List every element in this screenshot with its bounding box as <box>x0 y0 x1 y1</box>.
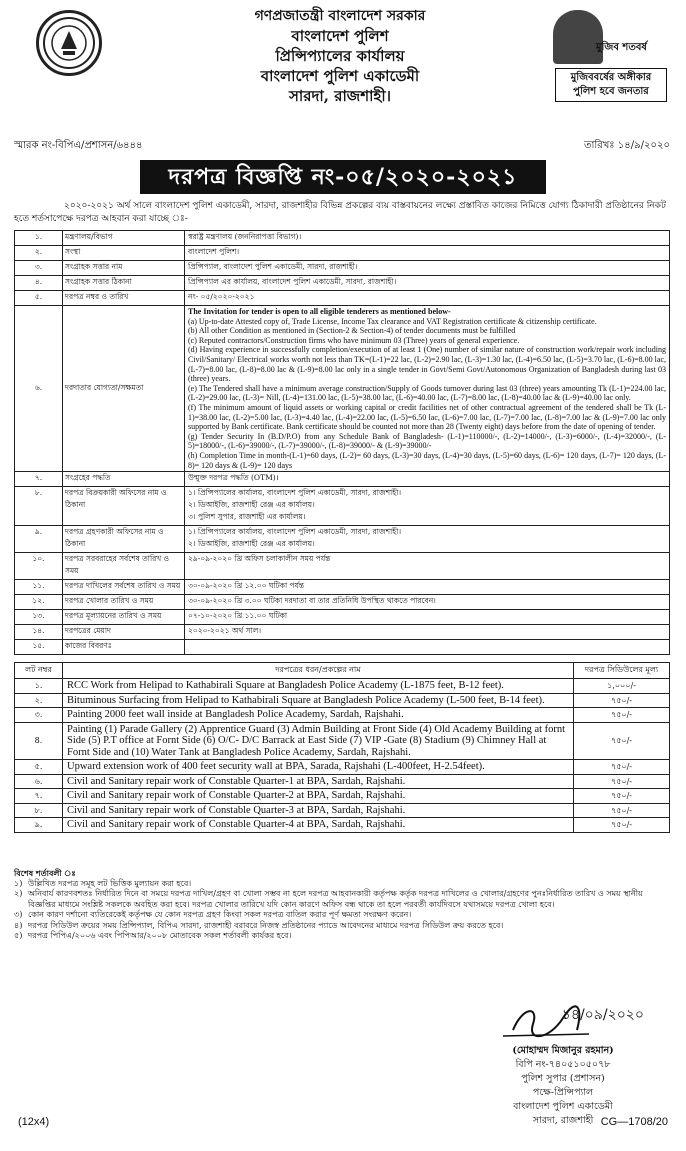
condition-item <box>14 889 670 910</box>
row-number: ২. <box>15 246 63 261</box>
conditions-title: বিশেষ শর্তাবলী ঃ <box>14 868 76 878</box>
eligibility-item: (d) Having experience in successfully completion/execution of at least 1 (One) number of similar nature of construction work/repair work including Civil/Sanitary/ Electrical works worth not less than TK=(L-1)=22 lac, (L-2)=2.90 lac, (L-3)=1.30 lac, (L-4)=6.50 lac, (L-5)=3.70 lac, (L-6)=8.00 lac, (L-7)=8.00 lac, (L-8)=8.00 lac & (L-9)=8.00 lac only in a single tender in Govt/Semi Govt/Autonomous Organization of Bangladesh during last 03 (three) years. <box>188 345 666 384</box>
work-row <box>15 818 670 833</box>
work-name: Painting 2000 feet wall inside at Bangladesh Police Academy, Sardah, Rajshahi. <box>63 708 574 723</box>
lot-number: ১. <box>15 679 63 694</box>
row-value: বাংলাদেশ পুলিশ। <box>185 246 670 261</box>
signatory-behalf: পক্ষে-প্রিন্সিপ্যাল <box>532 1087 594 1098</box>
lot-number: 8. <box>15 722 63 760</box>
eligibility-text <box>185 306 670 472</box>
condition-number: ৩) <box>14 910 23 919</box>
eligibility-item: (c) Reputed contractors/Construction firms who have minimum 03 (Three) years of general experience. <box>188 335 520 345</box>
signatory-name: (মোহাম্মদ মিজানুর রহমান) <box>512 1045 614 1056</box>
row-label: সংগ্রাহক সত্তার নাম <box>63 261 185 276</box>
eligibility-heading: The Invitation for tender is open to all eligible tenderers as mentioned below- <box>188 307 451 316</box>
work-name: Civil and Sanitary repair work of Constable Quarter-2 at BPA, Sardah, Rajshahi. <box>63 789 574 804</box>
lot-number: ৫. <box>15 760 63 775</box>
work-row <box>15 708 670 723</box>
row-label: দরপত্রের মেয়াদ <box>63 625 185 640</box>
footer-size: (12x4) <box>18 1116 50 1128</box>
condition-item <box>14 931 670 942</box>
row-value: ২৯-০৯-২০২০ খ্রি অফিস চলাকালীন সময় পর্যন্ত <box>185 553 670 580</box>
row-value: ৩০-০৯-২০২০ খ্রি ৩.০০ ঘটিকা দরদাতা বা তার প্রতিনিধি উপস্থিত থাকতে পারবেন। <box>185 595 670 610</box>
signatory-place: সারদা, রাজশাহী <box>532 1115 594 1126</box>
work-name: Painting (1) Parade Gallery (2) Apprentice Guard (3) Admin Building at Front Side (4) Old Academy Building at fornt Side (5) P.T office at Fornt Side (6) O/C- D/C Barrack at East Side (7) VIP -Gate (8) Stadium (9) Chimney Hall at Fornt Side and (10) Water Tank at Bangladesh Police Academy, Sardah, Rajshahi. <box>63 722 574 760</box>
info-row <box>15 640 670 655</box>
work-row <box>15 760 670 775</box>
lot-number: ৩. <box>15 708 63 723</box>
lot-number: ৮. <box>15 803 63 818</box>
notice-title: দরপত্র বিজ্ঞপ্তি নং-০৫/২০২০-২০২১ <box>140 160 546 194</box>
row-label: দরপত্র নম্বর ও তারিখ <box>63 291 185 306</box>
slogan-line-1: মুজিববর্ষের অঙ্গীকার <box>570 72 652 83</box>
eligibility-item: (f) The minimum amount of liquid assets or working capital or credit facilities net of other contractual agreement of the tendered shall be Tk (L-1)=38.00 lac, (L-2)=5.00 lac, (L-3)=4.40 lac, (L-4)=22.00 lac, (L-5)=6.50 lac, (L-6)=7.00 lac, (L-7)=7.00 lac, (L-8)=7.00 lac & (L-9)=7.00 lac only supported by Bank certificate. Bank certificate should be counted not more than 28 (Twenty eight) days before from the date of opening of tender. <box>188 402 666 432</box>
row-number: ৩. <box>15 261 63 276</box>
condition-text: কোন কারণ দর্শানো ব্যতিরেকেই কর্তৃপক্ষ যে কোন দরপত্র গ্রহণ কিংবা সকল দরপত্র বাতিল করার পূর্ণ ক্ষমতা সংরক্ষণ করেন। <box>28 910 412 919</box>
condition-number: ১) <box>14 878 23 888</box>
signatory-bp: বিপি নং-৭৪০৫১০৫০৭৮ <box>515 1059 611 1070</box>
row-value: ২০২০-২০২১ অর্থ সাল। <box>185 625 670 640</box>
office-name: প্রিন্সিপ্যালের কার্যালয় <box>275 47 405 65</box>
row-value: নং- ০৫/২০২০-২০২১ <box>185 291 670 306</box>
row-label: দরপত্র মূল্যায়নের তারিখ ও সময় <box>63 610 185 625</box>
police-emblem-logo <box>36 10 102 76</box>
condition-number: ৫) <box>14 931 23 940</box>
row-value: ১। প্রিন্সিপ্যালের কার্যালয়, বাংলাদেশ পুলিশ একাডেমী, সারদা, রাজশাহী। ২। ডিআইজি, রাজশাহী রেঞ্জ এর কার্যালয়। ৩। পুলিশ সুপার, রাজশাহী এর কার্যালয়। <box>185 487 670 526</box>
condition-text: উল্লিখিত দরপত্র সমূহ লট ভিত্তিক মুল্যায়ন করা হবে। <box>28 878 192 888</box>
row-number: ৭. <box>15 472 63 487</box>
slogan-box <box>555 68 667 102</box>
info-row <box>15 291 670 306</box>
info-row <box>15 261 670 276</box>
letterhead <box>0 0 686 130</box>
row-label: দরদাতার যোগ্যতা/সক্ষমতা <box>63 306 185 472</box>
row-number: ৪. <box>15 276 63 291</box>
signatory-org: বাংলাদেশ পুলিশ একাডেমী <box>513 1101 613 1112</box>
info-row <box>15 276 670 291</box>
row-label: মন্ত্রণালয়/বিভাগ <box>63 231 185 246</box>
letterhead-text <box>190 6 490 106</box>
eligibility-item: (g) Tender Security In (B.D/P.O) from any Schedule Bank of Bangladesh- (L-1)=110000/-, (L-2)=14000/-, (L-3)=6000/-, (L-4)=32000/-, (L-5)=18000/-, (L-6)=39000/-, (L-7)=39000/-, (L-8)=39000/- & (L-9)=39000/- <box>188 431 666 451</box>
row-number: ১৫. <box>15 640 63 655</box>
schedule-price: ৭৫০/- <box>574 789 670 804</box>
emblem-icon <box>41 15 97 71</box>
row-value: উন্মুক্ত দরপত্র পদ্ধতি (OTM)। <box>185 472 670 487</box>
lot-number: ৬. <box>15 774 63 789</box>
eligibility-item: (e) The Tendered shall have a minimum average construction/Supply of Goods turnover during last 03 (three) years amounting Tk (L-1)=224.00 lac, (L-2)=29.00 lac, (L-3)= Nill, (L-4)=131.00 lac, (L-5)=38.00 lac, (L-6)=40.00 lac, (L-7)=8.00 lac, (L-8)=40.00 lac & (L-9)=40.00 lac only. <box>188 383 666 403</box>
work-row <box>15 722 670 760</box>
condition-number: ২) <box>14 889 23 898</box>
work-row <box>15 789 670 804</box>
row-number: ৮. <box>15 487 63 526</box>
row-value: প্রিন্সিপ্যাল, বাংলাদেশ পুলিশ একাডেমী, সারদা, রাজশাহী। <box>185 261 670 276</box>
footer-code: CG—1708/20 <box>600 1116 668 1128</box>
info-row <box>15 246 670 261</box>
row-label: দরপত্র বিক্রয়কারী অফিসের নাম ও ঠিকানা <box>63 487 185 526</box>
condition-item <box>14 879 670 890</box>
condition-number: ৪) <box>14 920 23 930</box>
condition-item <box>14 921 670 932</box>
lot-number: ৯. <box>15 818 63 833</box>
row-number: ১. <box>15 231 63 246</box>
condition-text: অনিবার্য কারণবশতঃ নির্ধারিত দিনে বা সময়ে দরপত্র দাখিল/গ্রহণ বা খোলা সম্ভব না হলে দরপত্র আহবানকারী কর্তৃপক্ষ কর্তৃক দরপত্র দাখিলের ও খোলার/গ্রহণের পুনঃনির্ধারিত তারিখ ও সময় স্থানীয় বিজ্ঞপ্তির মাধ্যমে সংশ্লিষ্ট সকলকে অবহিত করা হবে। দরপত্র খোলার তারিখে যদি কোন কারণে অফিস বন্ধ থাকে তা হলে পরবর্তী কার্যদিবসে যথাসময়ে দরপত্র খোলা হবে। <box>28 889 643 909</box>
signature-mark <box>478 1000 648 1044</box>
col-schedule-price: দরপত্র সিডিউলের মূল্য <box>574 663 670 679</box>
schedule-price: ৭৫০/- <box>574 693 670 708</box>
row-label: দরপত্র গ্রহণকারী অফিসের নাম ও ঠিকানা <box>63 526 185 553</box>
row-label: সংগ্রাহক সত্তার ঠিকানা <box>63 276 185 291</box>
schedule-price: ৭৫০/- <box>574 708 670 723</box>
schedule-price: ৭৫০/- <box>574 774 670 789</box>
row-number: ১১. <box>15 580 63 595</box>
location: সারদা, রাজশাহী। <box>289 87 391 105</box>
row-value: স্বরাষ্ট্র মন্ত্রণালয় (জননিরাপত্তা বিভাগ)। <box>185 231 670 246</box>
schedule-price: ৭৫০/- <box>574 722 670 760</box>
work-name: Civil and Sanitary repair work of Constable Quarter-4 at BPA, Sardah, Rajshahi. <box>63 818 574 833</box>
eligibility-row <box>15 306 670 472</box>
work-row <box>15 693 670 708</box>
info-row <box>15 487 670 526</box>
info-row <box>15 526 670 553</box>
intro-paragraph: ২০২০-২০২১ অর্থ সালে বাংলাদেশ পুলিশ একাডেমী, সারদা, রাজশাহীর বিভিন্ন প্রকল্পের ব্যয় বাস্তবায়নের লক্ষ্যে প্রস্তাবিত কাজের নিমিত্তে যোগ্য ঠিকাদারী প্রতিষ্ঠানের নিকট হতে শর্তসাপেক্ষে দরপত্র আহবান করা যাচ্ছে ঃ- <box>14 201 666 224</box>
work-name: Civil and Sanitary repair work of Constable Quarter-3 at BPA, Sardah, Rajshahi. <box>63 803 574 818</box>
col-lot-number: লট নম্বর <box>15 663 63 679</box>
work-name: Civil and Sanitary repair work of Constable Quarter-1 at BPA, Sardah, Rajshahi. <box>63 774 574 789</box>
eligibility-item: (b) All other Condition as mentioned in (Section-2 & Section-4) of tender documents must be fulfilled <box>188 326 516 336</box>
special-conditions <box>14 868 670 942</box>
row-label: দরপত্র সরবরাহের সর্বশেষ তারিখ ও সময় <box>63 553 185 580</box>
eligibility-item: (h) Completion Time in month-(L-1)=60 days, (L-2)= 60 days, (L-3)=30 days, (L-4)=30 days, (L-5)=60 days, (L-6)= 120 days, (L-7)= 120 days, (L-8)= 120 days & (L-9)= 120 days <box>188 450 666 470</box>
row-value <box>185 640 670 655</box>
info-row <box>15 231 670 246</box>
row-number: ৯. <box>15 526 63 553</box>
print-footer <box>18 1116 668 1128</box>
signature-block <box>478 1000 648 1128</box>
schedule-price: ৭৫০/- <box>574 760 670 775</box>
dept-name: বাংলাদেশ পুলিশ <box>291 27 389 45</box>
work-name: Bituminous Surfacing from Helipad to Kathabirali Square at Bangladesh Police Academy (L-500 feet, B-14 feet). <box>63 693 574 708</box>
work-name: RCC Work from Helipad to Kathabirali Square at Bangladesh Police Academy (L-1875 feet, B-12 feet). <box>63 679 574 694</box>
row-label: দরপত্র দাখিলের সর্বশেষ তারিখ ও সময় <box>63 580 185 595</box>
row-label: সংস্থা <box>63 246 185 261</box>
condition-text: দরপত্র পিপিএ/২০০৬ এবং পিপিআর/২০০৮ মোতাবেক সকল শর্তাবলী কার্যকর হবে। <box>28 931 292 940</box>
academy-name: বাংলাদেশ পুলিশ একাডেমী <box>260 67 420 85</box>
row-value: প্রিন্সিপ্যাল এর কার্যালয়, বাংলাদেশ পুলিশ একাডেমী, সারদা, রাজশাহী। <box>185 276 670 291</box>
row-number: ১৩. <box>15 610 63 625</box>
schedule-price: ৭৫০/- <box>574 818 670 833</box>
row-value: ১। প্রিন্সিপ্যালের কার্যালয়, বাংলাদেশ পুলিশ একাডেমী, সারদা, রাজশাহী। ২। ডিআইজি, রাজশাহী রেঞ্জ এর কার্যালয়। <box>185 526 670 553</box>
info-row <box>15 625 670 640</box>
row-number: ৫. <box>15 291 63 306</box>
row-number: ৬. <box>15 306 63 472</box>
memo-ref: স্মারক নং-বিপিএ/প্রশাসন/৬৪৪৪ <box>14 140 143 151</box>
memo-line <box>14 138 670 155</box>
col-work-name: দরপত্রের ধরন/প্রকল্পের নাম <box>63 663 574 679</box>
row-label: কাজের বিবরণঃ <box>63 640 185 655</box>
info-row <box>15 595 670 610</box>
schedule-price: ৭৫০/- <box>574 803 670 818</box>
condition-text: দরপত্র সিডিউল ক্রয়ের সময় প্রিন্সিপ্যাল, বিপিএ সারদা, রাজশাহী বরাবরে নিজস্ব প্রতিষ্ঠানের প্যাডে আবেদনের মাধ্যমে দরপত্র সিডিউল ক্রয় করতে হবে। <box>28 920 504 930</box>
memo-date: তারিখঃ ১৪/৯/২০২০ <box>583 140 670 151</box>
work-row <box>15 774 670 789</box>
info-row <box>15 610 670 625</box>
signature-date: ১৪/০৯/২০২০ <box>561 1007 644 1023</box>
tender-info-table <box>14 230 670 655</box>
schedule-price: ১,০০০/- <box>574 679 670 694</box>
work-row <box>15 679 670 694</box>
lot-number: ৭. <box>15 789 63 804</box>
row-label: সংগ্রহের পদ্ধতি <box>63 472 185 487</box>
eligibility-item: (a) Up-to-date Attested copy of, Trade License, Income Tax clearance and VAT Registration certificate & citizenship certificate. <box>188 316 597 326</box>
work-row <box>15 803 670 818</box>
row-number: ১০. <box>15 553 63 580</box>
condition-item <box>14 910 670 921</box>
slogan-line-2: পুলিশ হবে জনতার <box>573 86 649 97</box>
row-value: ৩০-০৯-২০২০ খ্রি ১২.০০ ঘটিকা পর্যন্ত <box>185 580 670 595</box>
row-number: ১৪. <box>15 625 63 640</box>
row-label: দরপত্র খোলার তারিখ ও সময় <box>63 595 185 610</box>
works-table <box>14 662 670 833</box>
lot-number: ২. <box>15 693 63 708</box>
work-name: Upward extension work of 400 feet security wall at BPA, Sarada, Rajshahi (L-400feet, H-2.54feet). <box>63 760 574 775</box>
mujib-centenary-logo: মুজিব শতবর্ষ <box>596 42 647 53</box>
row-number: ১২. <box>15 595 63 610</box>
row-value: ০৭-১০-২০২০ খ্রি ১১.০০ ঘটিকা <box>185 610 670 625</box>
govt-name: গণপ্রজাতন্ত্রী বাংলাদেশ সরকার <box>254 8 426 24</box>
info-row <box>15 553 670 580</box>
works-table-header <box>15 663 670 679</box>
info-row <box>15 580 670 595</box>
signatory-designation: পুলিশ সুপার (প্রশাসন) <box>521 1073 605 1084</box>
info-row <box>15 472 670 487</box>
